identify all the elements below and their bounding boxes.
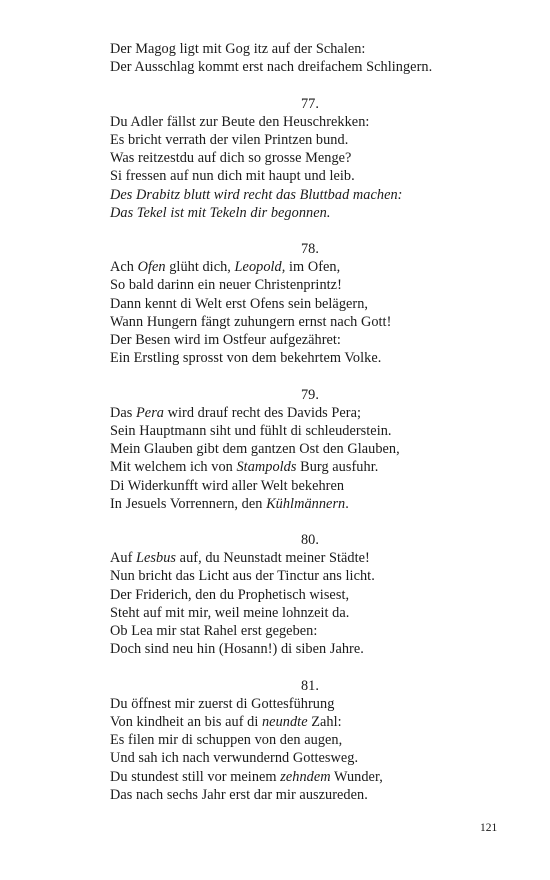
text-segment: 77.: [300, 95, 320, 112]
text-segment: Der Besen wird im Ostfeur aufgezähret:: [110, 332, 341, 348]
stanza-number: [110, 677, 510, 695]
verse-line: [110, 622, 510, 640]
italic-text: Des Drabitz blutt wird recht das Bluttbad machen:: [110, 186, 403, 203]
text-segment: Du stundest still vor meinem: [110, 768, 281, 785]
verse-line: [110, 276, 510, 294]
verse-line: [110, 331, 510, 349]
italic-text: Das Tekel ist mit Tekeln dir begonnen.: [110, 204, 331, 221]
text-segment: Dann kennt di Welt erst Ofens sein belägern,: [110, 295, 369, 312]
italic-text: Kühlmännern: [266, 495, 346, 512]
text-segment: 81.: [300, 677, 320, 694]
text-segment: Doch sind neu hin (Hosann!) di siben Jahre.: [110, 641, 364, 658]
text-segment: 80.: [300, 532, 320, 549]
stanza-gap: [110, 513, 510, 531]
text-segment: So bald darinn ein neuer Christenprintz!: [110, 277, 342, 294]
verse-line: [110, 549, 510, 567]
stanza-gap: [110, 658, 510, 676]
text-segment: Mit welchem ich von: [110, 459, 237, 476]
verse-line: [110, 695, 510, 713]
text-segment: im Ofen,: [285, 259, 341, 276]
stanza-number: [110, 531, 510, 549]
text-segment: In Jesuels Vorrennern, den: [110, 495, 267, 512]
stanza-gap: [110, 222, 510, 240]
verse-line: [110, 186, 510, 204]
text-segment: Nun bricht das Licht aus der Tinctur ans licht.: [110, 568, 375, 585]
text-segment: Si fressen auf nun dich mit haupt und leib.: [110, 168, 355, 185]
italic-text: Pera: [136, 404, 165, 421]
verse-line: [110, 477, 510, 495]
verse-line: [110, 422, 510, 440]
text-segment: Der Ausschlag kommt erst nach dreifachem Schlingern.: [110, 59, 433, 76]
text-segment: Das: [110, 404, 137, 421]
text-segment: Von kindheit an bis auf di: [110, 713, 262, 730]
verse-line: [110, 349, 510, 367]
italic-text: zehndem: [280, 768, 331, 785]
text-segment: Du öffnest mir zuerst di Gottesführung: [110, 695, 335, 712]
text-segment: Burg ausfuhr.: [296, 459, 379, 476]
stanza-gap: [110, 367, 510, 385]
text-segment: Wann Hungern fängt zuhungern ernst nach Gott!: [110, 313, 392, 330]
verse-line: [110, 204, 510, 222]
text-segment: Du Adler fällst zur Beute den Heuschrekken:: [110, 113, 370, 130]
italic-text: Ofen: [137, 259, 166, 276]
page-number: 121: [480, 822, 498, 834]
verse-line: [110, 295, 510, 313]
italic-text: neundte: [261, 713, 308, 730]
verse-line: [110, 586, 510, 604]
text-segment: Di Widerkunfft wird aller Welt bekehren: [110, 477, 345, 494]
verse-line: [110, 113, 510, 131]
text-segment: Steht auf mit mir, weil meine lohnzeit da.: [110, 604, 350, 621]
verse-line: [110, 258, 510, 276]
text-segment: Ob Lea mir stat Rahel erst gegeben:: [110, 623, 318, 639]
text-segment: Ach: [110, 259, 138, 276]
text-segment: wird drauf recht des Davids Pera;: [164, 404, 362, 421]
verse-line: [110, 131, 510, 149]
verse-line: [110, 640, 510, 658]
text-segment: 79.: [300, 386, 320, 403]
text-segment: auf, du Neunstadt meiner Städte!: [176, 550, 370, 567]
verse-line: [110, 749, 510, 767]
verse-line: [110, 786, 510, 804]
verse-line: [110, 604, 510, 622]
text-segment: Mein Glauben gibt dem gantzen Ost den Glauben,: [110, 441, 400, 458]
italic-text: Leopold,: [234, 259, 286, 276]
verse-line: [110, 495, 510, 513]
verse-line: [110, 458, 510, 476]
verse-line: [110, 567, 510, 585]
text-segment: 78.: [300, 241, 320, 258]
text-segment: Wunder,: [330, 768, 383, 785]
italic-text: Lesbus: [136, 550, 177, 567]
text-segment: Das nach sechs Jahr erst dar mir auszureden.: [110, 786, 368, 803]
verse-line: [110, 313, 510, 331]
text-segment: Es bricht verrath der vilen Printzen bund.: [110, 131, 349, 148]
text-segment: Der Magog ligt mit Gog itz auf der Schalen:: [110, 41, 366, 57]
text-segment: Es filen mir di schuppen von den augen,: [110, 732, 343, 749]
stanza-number: [110, 95, 510, 113]
text-segment: Und sah ich nach verwundernd Gottesweg.: [110, 750, 359, 767]
stanza-gap: [110, 76, 510, 94]
text-segment: Der Friderich, den du Prophetisch wisest,: [110, 586, 350, 603]
text-segment: Sein Hauptmann siht und fühlt di schleuderstein.: [110, 422, 392, 439]
stanza-number: [110, 386, 510, 404]
text-segment: Zahl:: [307, 713, 342, 730]
italic-text: Stampolds: [236, 459, 297, 476]
verse-line: [110, 167, 510, 185]
verse-line: [110, 713, 510, 731]
verse-line: [110, 768, 510, 786]
text-segment: Was reitzestdu auf dich so grosse Menge?: [110, 150, 352, 167]
text-segment: glüht dich,: [165, 259, 235, 276]
text-segment: Ein Erstling sprosst von dem bekehrtem Volke.: [110, 350, 382, 367]
verse-line: [110, 58, 510, 76]
verse-line: [110, 404, 510, 422]
text-segment: .: [345, 495, 349, 512]
poem-text: [110, 40, 510, 804]
text-segment: Auf: [110, 550, 137, 567]
verse-line: [110, 731, 510, 749]
stanza-number: [110, 240, 510, 258]
verse-line: [110, 149, 510, 167]
verse-line: [110, 440, 510, 458]
verse-line: [110, 40, 510, 58]
